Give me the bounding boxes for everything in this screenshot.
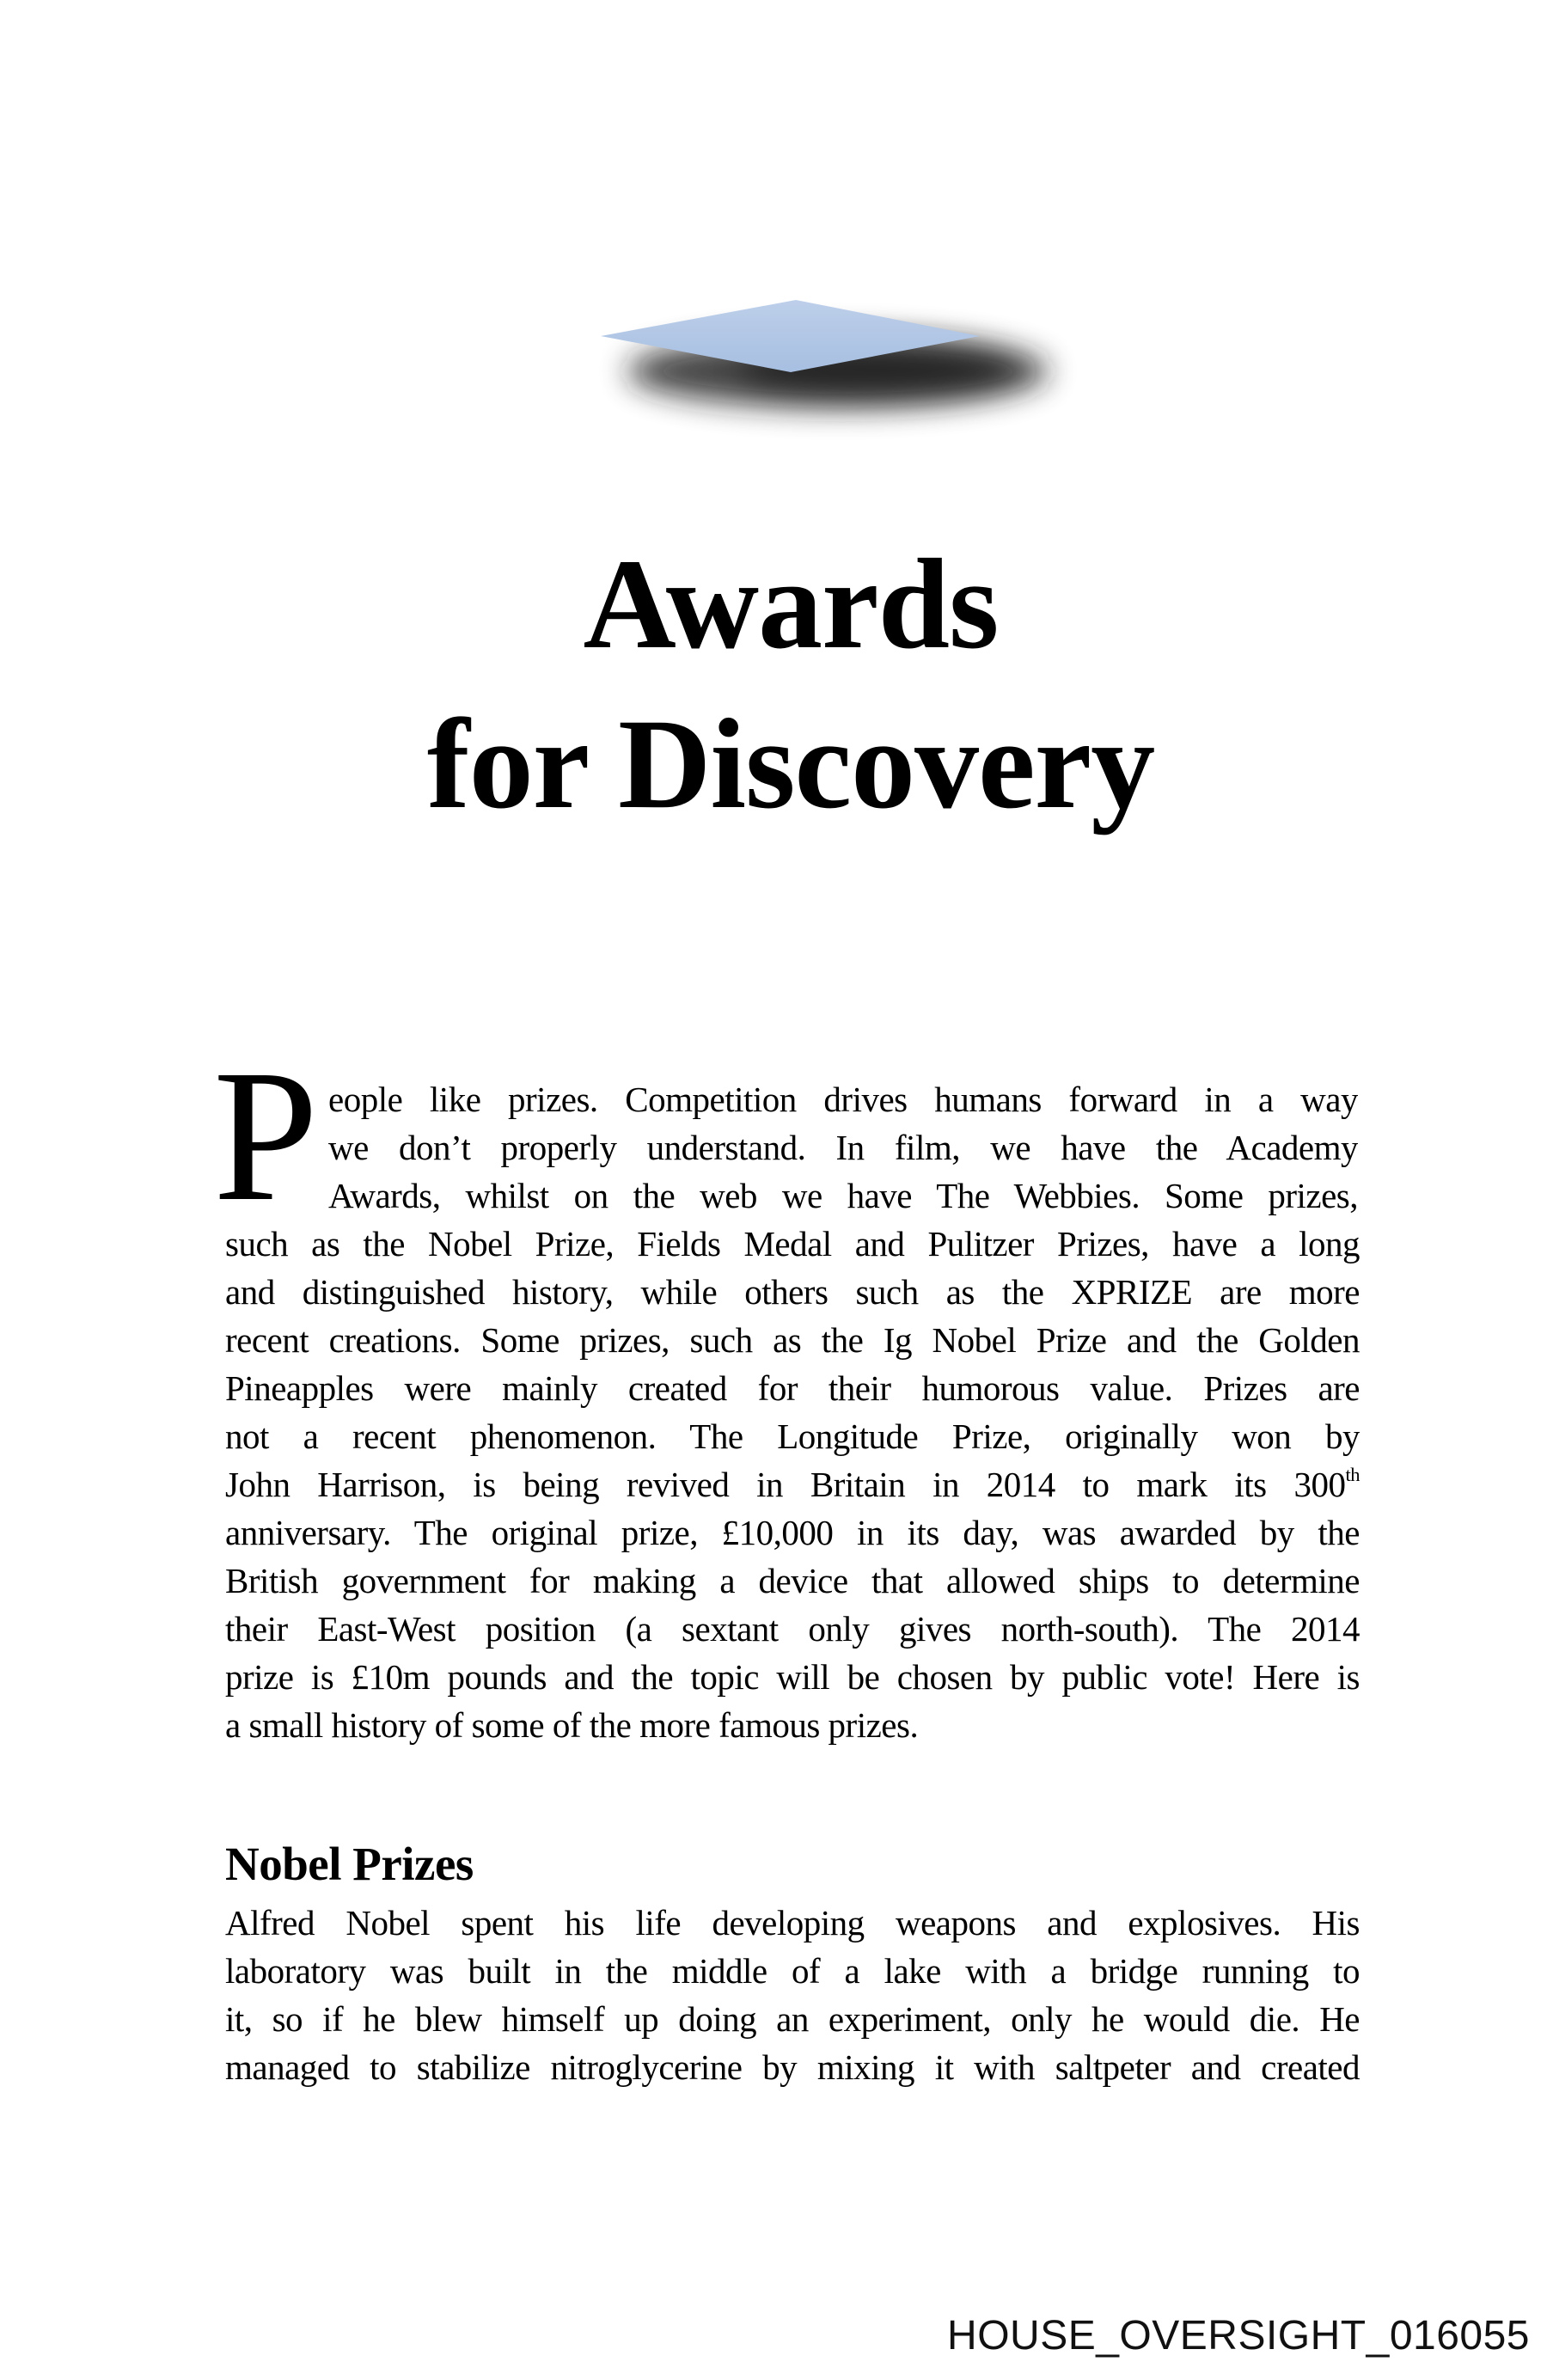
chapter-title-line-1: Awards [583, 533, 999, 676]
chapter-title [206, 524, 1375, 844]
section-line: Alfred Nobel spent his life developing weapons and explosives. His [225, 1903, 1360, 1943]
intro-paragraph-rest [225, 1220, 1360, 1749]
ordinal-superscript: th [1345, 1464, 1360, 1485]
intro-line: anniversary. The original prize, £10,000 in its day, was awarded by the [225, 1513, 1360, 1552]
diamond-ornament [516, 241, 1117, 464]
section-line: managed to stabilize nitroglycerine by mixing it with saltpeter and created [225, 2047, 1360, 2087]
intro-paragraph-top [328, 1075, 1358, 1220]
intro-line-with-superscript [225, 1460, 1360, 1508]
section-paragraph [225, 1899, 1360, 2091]
intro-line: prize is £10m pounds and the topic will be chosen by public vote! Here is [225, 1657, 1360, 1697]
intro-line: and distinguished history, while others such as the XPRIZE are more [225, 1272, 1360, 1312]
intro-line: Awards, whilst on the web we have The Webbies. Some prizes, [328, 1176, 1358, 1215]
intro-line: a small history of some of the more famous prizes. [225, 1705, 919, 1745]
intro-line: such as the Nobel Prize, Fields Medal and Pulitzer Prizes, have a long [225, 1224, 1360, 1263]
diamond-ornament-icon [516, 241, 1117, 464]
drop-cap: P [213, 1031, 319, 1240]
intro-line: British government for making a device that allowed ships to determine [225, 1561, 1360, 1600]
section-heading: Nobel Prizes [225, 1838, 474, 1890]
section-line: it, so if he blew himself up doing an experiment, only he would die. He [225, 1999, 1360, 2039]
intro-line: recent creations. Some prizes, such as the Ig Nobel Prize and the Golden [225, 1320, 1360, 1360]
section-line: laboratory was built in the middle of a lake with a bridge running to [225, 1951, 1360, 1991]
intro-line-text: John Harrison, is being revived in Britain in 2014 to mark its 300 [225, 1465, 1346, 1504]
intro-line: not a recent phenomenon. The Longitude Prize, originally won by [225, 1416, 1360, 1456]
chapter-title-line-2: for Discovery [426, 693, 1155, 835]
intro-line: eople like prizes. Competition drives humans forward in a way [328, 1080, 1358, 1119]
intro-line: we don’t properly understand. In film, we have the Academy [328, 1128, 1358, 1167]
footer-watermark: HOUSE_OVERSIGHT_016055 [947, 2313, 1530, 2359]
intro-line: Pineapples were mainly created for their humorous value. Prizes are [225, 1368, 1360, 1408]
intro-line: their East-West position (a sextant only gives north-south). The 2014 [225, 1609, 1360, 1649]
